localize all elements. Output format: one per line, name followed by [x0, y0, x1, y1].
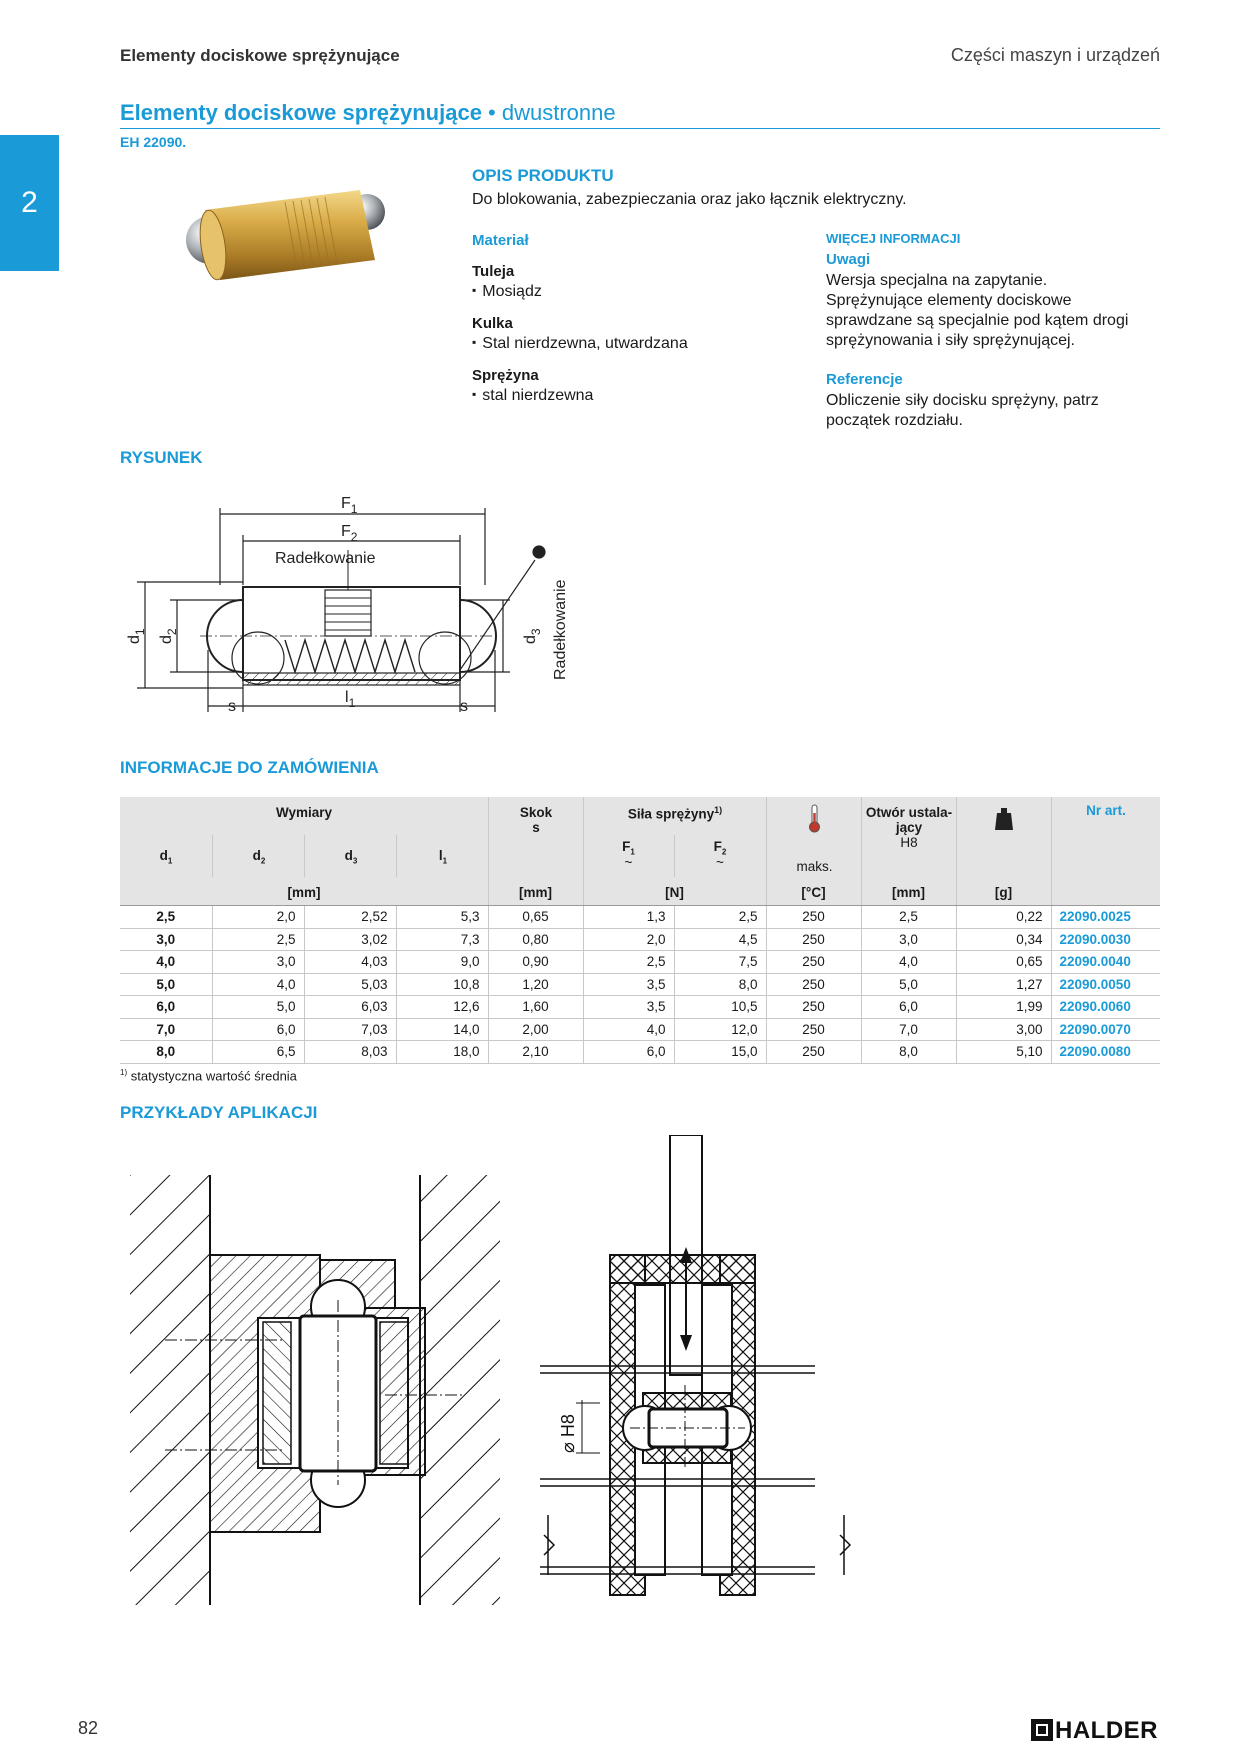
- unit-dims: [mm]: [287, 885, 321, 900]
- table-cell: 3,02: [304, 928, 396, 951]
- table-cell: 3,0: [212, 951, 304, 974]
- table-cell: 250: [766, 996, 861, 1019]
- article-number-link[interactable]: 22090.0070: [1051, 1018, 1160, 1041]
- table-cell: 250: [766, 951, 861, 974]
- label-d3: $d_3$: [522, 628, 543, 644]
- col-hole: Otwór ustala- jący H8: [861, 797, 956, 905]
- product-photo: [175, 180, 395, 285]
- table-cell: 9,0: [396, 951, 488, 974]
- label-l1: $l_1$: [345, 689, 356, 710]
- table-cell: 7,03: [304, 1018, 396, 1041]
- table-cell: 5,03: [304, 973, 396, 996]
- table-cell: 7,3: [396, 928, 488, 951]
- table-cell: 6,0: [583, 1041, 674, 1064]
- col-stroke: Skok s: [488, 797, 583, 905]
- col-dims: Wymiary: [275, 805, 333, 820]
- table-cell: 1,20: [488, 973, 583, 996]
- weight-icon: [994, 807, 1014, 831]
- page-title: Elementy dociskowe sprężynujące • dwustronne: [120, 100, 616, 125]
- order-rows: [120, 906, 1160, 1064]
- table-cell: 5,3: [396, 906, 488, 928]
- hole-fit-label: ⌀ H8: [558, 1414, 578, 1453]
- unit-temp: [°C]: [801, 885, 826, 900]
- application-example-left: [125, 1140, 545, 1620]
- material-value-spring: ▪ stal nierdzewna: [472, 386, 593, 406]
- order-heading: INFORMACJE DO ZAMÓWIENIA: [120, 758, 379, 777]
- reference-line: Obliczenie siły docisku sprężyny, patrz: [826, 392, 1099, 409]
- table-cell: 14,0: [396, 1018, 488, 1041]
- table-cell: 250: [766, 1041, 861, 1064]
- application-example-right: [540, 1135, 860, 1635]
- description-heading: OPIS PRODUKTU: [472, 166, 614, 185]
- article-number-link[interactable]: 22090.0025: [1051, 906, 1160, 928]
- table-cell: 5,10: [956, 1041, 1051, 1064]
- article-number-link[interactable]: 22090.0080: [1051, 1041, 1160, 1064]
- table-cell: 0,22: [956, 906, 1051, 928]
- table-cell: 2,5: [583, 951, 674, 974]
- table-cell: 6,0: [861, 996, 956, 1019]
- article-number-link[interactable]: 22090.0030: [1051, 928, 1160, 951]
- unit-weight: [g]: [994, 885, 1013, 900]
- article-number-link[interactable]: 22090.0060: [1051, 996, 1160, 1019]
- table-cell: 4,0: [861, 951, 956, 974]
- cell-d1: 5,0: [120, 973, 212, 996]
- order-table: [120, 797, 1160, 1083]
- table-cell: 6,03: [304, 996, 396, 1019]
- table-cell: 4,0: [583, 1018, 674, 1041]
- table-cell: 0,80: [488, 928, 583, 951]
- cell-d1: 8,0: [120, 1041, 212, 1064]
- table-row: [120, 1041, 1160, 1064]
- table-cell: 250: [766, 928, 861, 951]
- article-number-link[interactable]: 22090.0040: [1051, 951, 1160, 974]
- table-cell: 10,8: [396, 973, 488, 996]
- logo-mark-icon: [1031, 1719, 1053, 1741]
- notes-line: sprawdzane są specjalnie pod kątem drogi: [826, 312, 1129, 329]
- label-s-right: s: [460, 698, 468, 715]
- head-d3: $d_3$: [304, 835, 397, 877]
- unit-force: [N]: [665, 885, 684, 900]
- header-category: Części maszyn i urządzeń: [950, 45, 1160, 65]
- table-cell: 7,5: [674, 951, 766, 974]
- head-d1: $d_1$: [159, 848, 173, 866]
- table-cell: 18,0: [396, 1041, 488, 1064]
- cell-d1: 6,0: [120, 996, 212, 1019]
- material-heading: Materiał: [472, 232, 529, 249]
- table-cell: 0,90: [488, 951, 583, 974]
- reference-heading: Referencje: [826, 371, 903, 388]
- table-cell: 12,6: [396, 996, 488, 1019]
- table-row: [120, 951, 1160, 974]
- table-cell: 250: [766, 1018, 861, 1041]
- page-number: 82: [78, 1718, 99, 1738]
- col-force: Siła sprężyny$^{1)}$: [583, 797, 766, 905]
- cell-d1: 2,5: [120, 906, 212, 928]
- head-d2: $d_2$: [212, 835, 305, 877]
- chapter-tab[interactable]: 2: [0, 135, 59, 271]
- table-cell: 8,0: [861, 1041, 956, 1064]
- table-cell: 2,52: [304, 906, 396, 928]
- unit-stroke: [mm]: [519, 885, 552, 900]
- table-cell: 2,5: [674, 906, 766, 928]
- col-temp: maks.: [766, 797, 861, 905]
- header-section-title: Elementy dociskowe sprężynujące: [120, 46, 400, 65]
- table-cell: 0,65: [956, 951, 1051, 974]
- table-cell: 3,5: [583, 973, 674, 996]
- table-cell: 250: [766, 973, 861, 996]
- material-name-ball: Kulka: [472, 315, 513, 332]
- material-name-spring: Sprężyna: [472, 367, 539, 384]
- table-row: [120, 928, 1160, 951]
- label-d2: $d_2$: [158, 628, 179, 644]
- table-cell: 6,5: [212, 1041, 304, 1064]
- table-cell: 250: [766, 906, 861, 928]
- table-cell: 2,00: [488, 1018, 583, 1041]
- table-cell: 2,5: [861, 906, 956, 928]
- table-cell: 3,00: [956, 1018, 1051, 1041]
- table-row: [120, 973, 1160, 996]
- table-cell: 2,0: [212, 906, 304, 928]
- table-cell: 6,0: [212, 1018, 304, 1041]
- label-knurl: Radełkowanie: [275, 550, 376, 567]
- cell-d1: 3,0: [120, 928, 212, 951]
- more-info-heading: WIĘCEJ INFORMACJI: [826, 231, 961, 246]
- table-cell: 2,5: [212, 928, 304, 951]
- material-value-sleeve: ▪ Mosiądz: [472, 282, 542, 302]
- table-cell: 3,0: [861, 928, 956, 951]
- table-cell: 2,0: [583, 928, 674, 951]
- label-f2: $F_2$: [341, 523, 358, 544]
- technical-drawing: [115, 490, 595, 730]
- head-f2: $F_2$ ~: [713, 839, 727, 870]
- table-cell: 12,0: [674, 1018, 766, 1041]
- table-row: [120, 906, 1160, 928]
- applications-heading: PRZYKŁADY APLIKACJI: [120, 1103, 318, 1122]
- table-cell: 0,65: [488, 906, 583, 928]
- cell-d1: 4,0: [120, 951, 212, 974]
- table-cell: 15,0: [674, 1041, 766, 1064]
- table-cell: 1,3: [583, 906, 674, 928]
- table-cell: 4,0: [212, 973, 304, 996]
- table-cell: 7,0: [861, 1018, 956, 1041]
- table-cell: 5,0: [861, 973, 956, 996]
- product-code: EH 22090.: [120, 134, 187, 150]
- notes-line: Sprężynujące elementy dociskowe: [826, 292, 1072, 309]
- label-f1: $F_1$: [341, 495, 358, 516]
- description-text: Do blokowania, zabezpieczania oraz jako łącznik elektryczny.: [472, 191, 907, 208]
- table-cell: 1,99: [956, 996, 1051, 1019]
- table-cell: 4,03: [304, 951, 396, 974]
- drawing-heading: RYSUNEK: [120, 448, 203, 467]
- notes-line: sprężynowania i siły sprężynującej.: [826, 332, 1075, 349]
- table-cell: 2,10: [488, 1041, 583, 1064]
- notes-heading: Uwagi: [826, 251, 871, 268]
- table-row: [120, 1018, 1160, 1041]
- halder-logo: HALDER: [1031, 1716, 1158, 1745]
- table-cell: 8,03: [304, 1041, 396, 1064]
- title-divider: [120, 128, 1160, 129]
- head-f1: $F_1$ ~: [622, 839, 635, 870]
- table-cell: 4,5: [674, 928, 766, 951]
- material-name-sleeve: Tuleja: [472, 263, 515, 280]
- article-number-link[interactable]: 22090.0050: [1051, 973, 1160, 996]
- reference-line: początek rozdziału.: [826, 412, 963, 429]
- table-cell: 1,27: [956, 973, 1051, 996]
- material-value-ball: ▪ Stal nierdzewna, utwardzana: [472, 334, 688, 354]
- thermometer-icon: [807, 803, 821, 833]
- label-d1: $d_1$: [126, 628, 147, 644]
- table-footnote: $^{1)}$ statystyczna wartość średnia: [120, 1067, 297, 1083]
- table-header: [120, 797, 1160, 906]
- table-cell: 8,0: [674, 973, 766, 996]
- label-s-left: s: [228, 698, 236, 715]
- col-article: Nr art.: [1051, 797, 1160, 905]
- head-l1: $l_1$: [396, 835, 489, 877]
- label-knurl-vertical: Radełkowanie: [552, 579, 569, 680]
- unit-hole: [mm]: [892, 885, 925, 900]
- table-cell: 0,34: [956, 928, 1051, 951]
- table-cell: 5,0: [212, 996, 304, 1019]
- table-cell: 1,60: [488, 996, 583, 1019]
- cell-d1: 7,0: [120, 1018, 212, 1041]
- table-row: [120, 996, 1160, 1019]
- notes-line: Wersja specjalna na zapytanie.: [826, 272, 1048, 289]
- table-cell: 3,5: [583, 996, 674, 1019]
- table-cell: 10,5: [674, 996, 766, 1019]
